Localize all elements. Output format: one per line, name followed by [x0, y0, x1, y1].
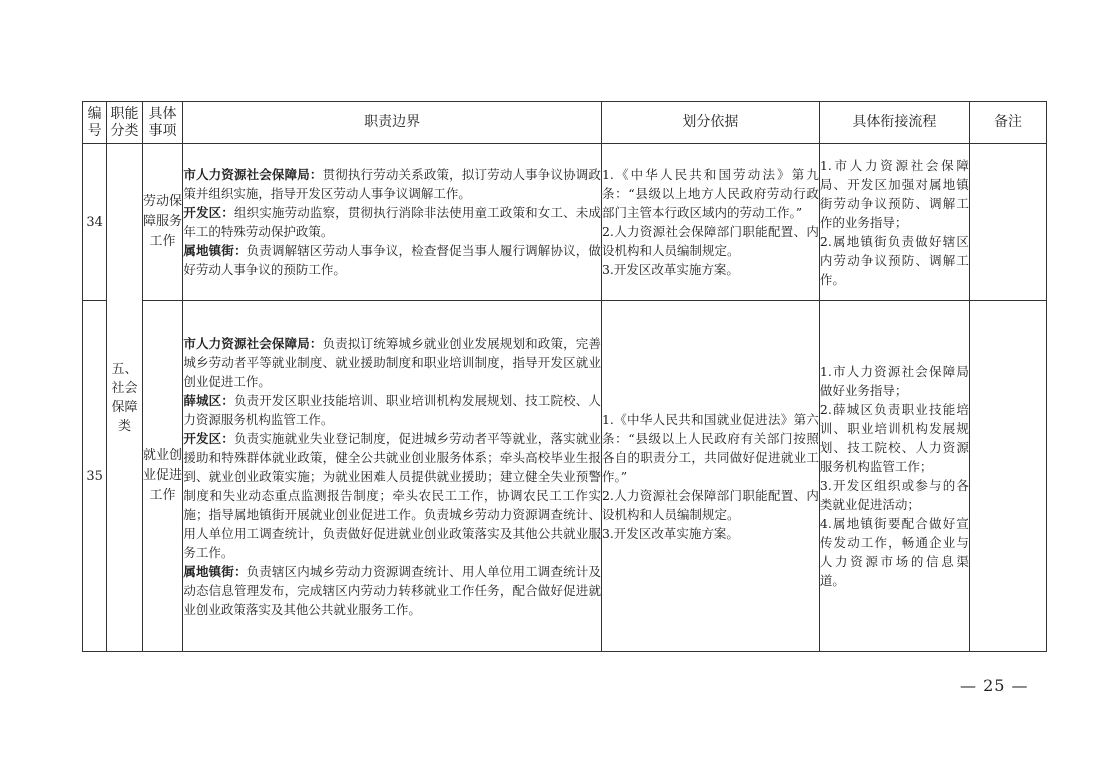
basis-item: 3.开发区改革实施方案。: [601, 525, 739, 541]
boundary-cell: [183, 144, 602, 301]
item-cell: 劳动保障服务工作: [142, 144, 183, 301]
boundary-lead: 属地镇街：: [183, 243, 247, 258]
category-cell: 五、社会保障类: [107, 144, 142, 652]
header-flow: 具体衔接流程: [819, 102, 969, 144]
boundary-lead: 开发区：: [183, 430, 234, 446]
flow-item: 2.属地镇街负责做好辖区内劳动争议预防、调解工作。: [819, 233, 969, 287]
header-no: 编号: [83, 102, 107, 144]
boundary-lead: 属地镇街：: [183, 563, 247, 579]
duty-table: [82, 101, 1047, 652]
page-number: — 25 —: [960, 676, 1029, 695]
table-row: [83, 301, 1047, 652]
boundary-text: 负责实施就业失业登记制度，促进城乡劳动者平等就业，落实就业援助和特殊群体就业政策，健全公共就业创业服务体系；牵头高校毕业生报到、就业创业政策实施；为就业困难人员提供就业援助；建立健全失业预警制度和失业动态重点监测报告制度；牵头农民工工作，协调农民工工作实施；指导属地镇街开展就业创业促进工作。负责城乡劳动力资源调查统计、用人单位用工调查统计，负责做好促进就业创业政策落实及其他公共就业服务工作。: [183, 430, 601, 560]
flow-cell: [819, 301, 969, 652]
row-number: 35: [83, 301, 107, 652]
boundary-cell: [183, 301, 602, 652]
boundary-text: 负责辖区内城乡劳动力资源调查统计、用人单位用工调查统计及动态信息管理发布，完成辖区内劳动力转移就业工作任务，配合做好促进就业创业政策落实及其他公共就业服务工作。: [183, 563, 601, 617]
table-header-row: [83, 102, 1047, 144]
header-item: 具体事项: [142, 102, 183, 144]
boundary-paragraph: [183, 165, 601, 203]
flow-item: 3.开发区组织或参与的各类就业促进活动；: [819, 478, 969, 512]
basis-cell: [601, 144, 819, 301]
boundary-paragraph: [183, 203, 601, 241]
basis-item: 2.人力资源社会保障部门职能配置、内设机构和人员编制规定。: [601, 224, 819, 258]
boundary-text: 负责拟订统筹城乡就业创业发展规划和政策，完善城乡劳动者平等就业制度、就业援助制度和职业培训制度，指导开发区就业创业促进工作。: [183, 335, 601, 389]
basis-item: 3.开发区改革实施方案。: [601, 262, 739, 277]
header-note: 备注: [969, 102, 1046, 144]
boundary-text: 组织实施劳动监察，贯彻执行消除非法使用童工政策和女工、未成年工的特殊劳动保护政策。: [183, 205, 601, 239]
boundary-lead: 薛城区：: [183, 392, 234, 408]
note-cell: [969, 144, 1046, 301]
boundary-text: 贯彻执行劳动关系政策，拟订劳动人事争议协调政策并组织实施，指导开发区劳动人事争议调解工作。: [183, 167, 601, 201]
flow-item: 4.属地镇街要配合做好宣传发动工作，畅通企业与人力资源市场的信息渠道。: [819, 516, 969, 588]
basis-item: 1.《中华人民共和国劳动法》第九条：“县级以上地方人民政府劳动行政部门主管本行政区域内的劳动工作。”: [601, 167, 819, 220]
boundary-lead: 市人力资源社会保障局：: [183, 167, 323, 182]
header-category: 职能分类: [107, 102, 142, 144]
boundary-text: 负责开发区职业技能培训、职业培训机构发展规划、技工院校、人力资源服务机构监管工作。: [183, 392, 601, 427]
header-boundary: 职责边界: [183, 102, 602, 144]
basis-item: 1.《中华人民共和国就业促进法》第六条：“县级以上人民政府有关部门按照各自的职责分工，共同做好促进就业工作。”: [601, 411, 819, 484]
header-basis: 划分依据: [601, 102, 819, 144]
basis-cell: [601, 301, 819, 652]
boundary-paragraph: [183, 391, 601, 429]
flow-item: 1.市人力资源社会保障局做好业务指导；: [819, 364, 969, 398]
row-number: 34: [83, 144, 107, 301]
boundary-lead: 开发区：: [183, 205, 234, 220]
note-cell: [969, 301, 1046, 652]
boundary-text: 负责调解辖区劳动人事争议，检查督促当事人履行调解协议，做好劳动人事争议的预防工作。: [183, 243, 601, 277]
flow-item: 1.市人力资源社会保障局、开发区加强对属地镇街劳动争议预防、调解工作的业务指导；: [819, 157, 969, 230]
boundary-lead: 市人力资源社会保障局：: [183, 335, 323, 351]
table-row: [83, 144, 1047, 301]
basis-item: 2.人力资源社会保障部门职能配置、内设机构和人员编制规定。: [601, 487, 819, 522]
boundary-paragraph: [183, 241, 601, 279]
boundary-paragraph: [183, 562, 601, 619]
boundary-paragraph: [183, 334, 601, 391]
flow-item: 2.薛城区负责职业技能培训、职业培训机构发展规划、技工院校、人力资源服务机构监管工作；: [819, 402, 969, 474]
boundary-paragraph: [183, 429, 601, 562]
flow-cell: [819, 144, 969, 301]
item-cell: 就业创业促进工作: [142, 301, 183, 652]
